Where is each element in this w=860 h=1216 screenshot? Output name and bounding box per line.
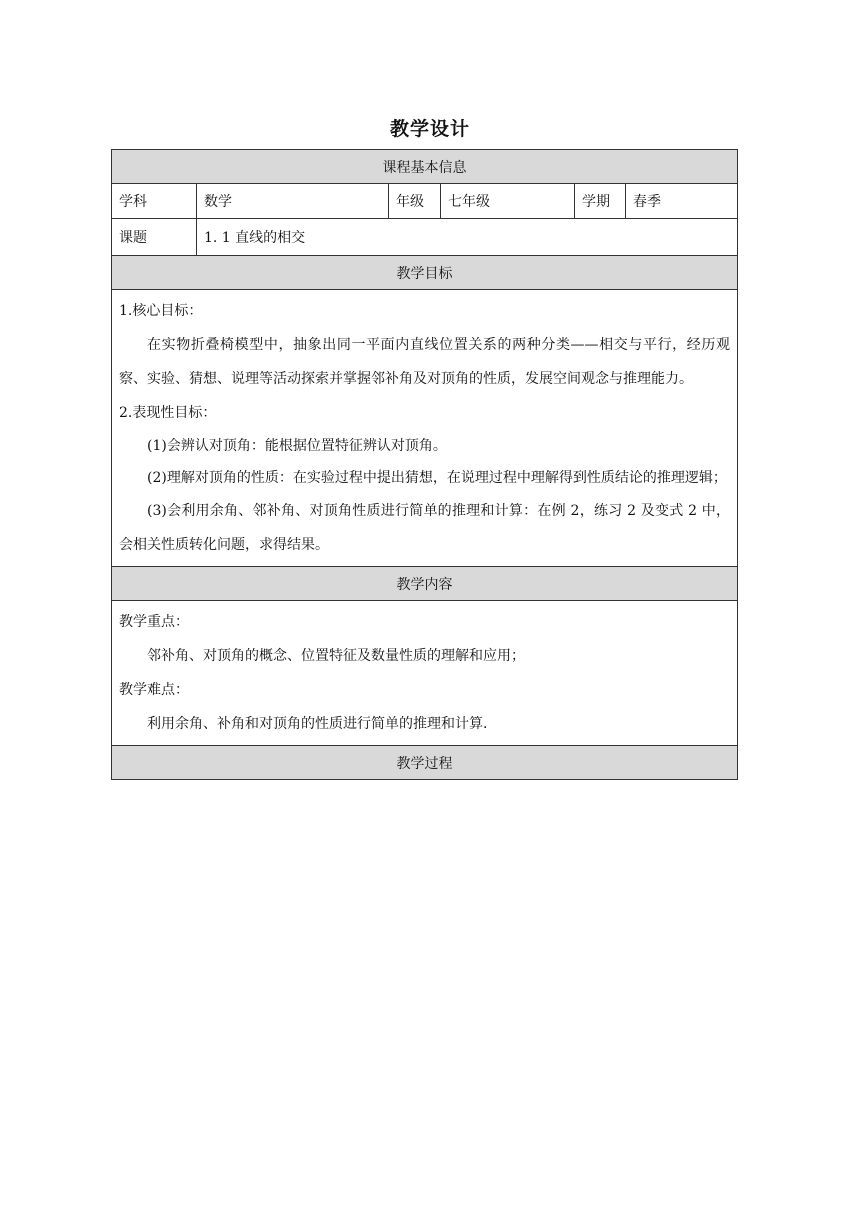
term-label: 学期 bbox=[575, 184, 626, 219]
difficulty-heading: 教学难点： bbox=[119, 682, 189, 698]
core-objective-text: 在实物折叠椅模型中，抽象出同一平面内直线位置关系的两种分类——相交与平行，经历观察、实验、猜想、说理等活动探索并掌握邻补角及对顶角的性质，发展空间观念与推理能力。 bbox=[119, 337, 730, 387]
process-header-row bbox=[112, 746, 738, 780]
grade-label: 年级 bbox=[389, 184, 441, 219]
content-body bbox=[112, 601, 738, 746]
document-title: 教学设计 bbox=[389, 118, 470, 140]
performance-objective-heading: 2.表现性目标： bbox=[119, 405, 217, 421]
content-header-row bbox=[112, 567, 738, 601]
subject-label: 学科 bbox=[112, 184, 197, 219]
content-header: 教学内容 bbox=[112, 567, 738, 601]
basic-info-header: 课程基本信息 bbox=[112, 150, 738, 184]
topic-value: 1. 1 直线的相交 bbox=[197, 219, 738, 256]
performance-objective-item: (2)理解对顶角的性质：在实验过程中提出猜想，在说理过程中理解得到性质结论的推理逻辑； bbox=[147, 470, 727, 486]
key-points-heading: 教学重点： bbox=[119, 614, 189, 630]
objectives-body-row bbox=[112, 290, 738, 567]
core-objective-heading: 1.核心目标： bbox=[119, 303, 203, 319]
process-header: 教学过程 bbox=[112, 746, 738, 780]
key-points-text: 邻补角、对顶角的概念、位置特征及数量性质的理解和应用； bbox=[147, 648, 525, 664]
subject-value: 数学 bbox=[197, 184, 389, 219]
topic-label: 课题 bbox=[112, 219, 197, 256]
performance-objective-item: (3)会利用余角、邻补角、对顶角性质进行简单的推理和计算：在例 2，练习 2 及变式 2 中，会相关性质转化问题，求得结果。 bbox=[119, 503, 730, 553]
objectives-header: 教学目标 bbox=[112, 256, 738, 290]
performance-objective-item: (1)会辨认对顶角：能根据位置特征辨认对顶角。 bbox=[147, 438, 447, 454]
term-value: 春季 bbox=[626, 184, 738, 219]
basic-info-header-row bbox=[112, 150, 738, 184]
lesson-plan-table bbox=[111, 149, 738, 780]
objectives-body bbox=[112, 290, 738, 567]
content-body-row bbox=[112, 601, 738, 746]
grade-value: 七年级 bbox=[441, 184, 575, 219]
objectives-header-row bbox=[112, 256, 738, 290]
difficulty-text: 利用余角、补角和对顶角的性质进行简单的推理和计算. bbox=[147, 716, 488, 732]
topic-row bbox=[112, 219, 738, 256]
subject-grade-term-row bbox=[112, 184, 738, 219]
